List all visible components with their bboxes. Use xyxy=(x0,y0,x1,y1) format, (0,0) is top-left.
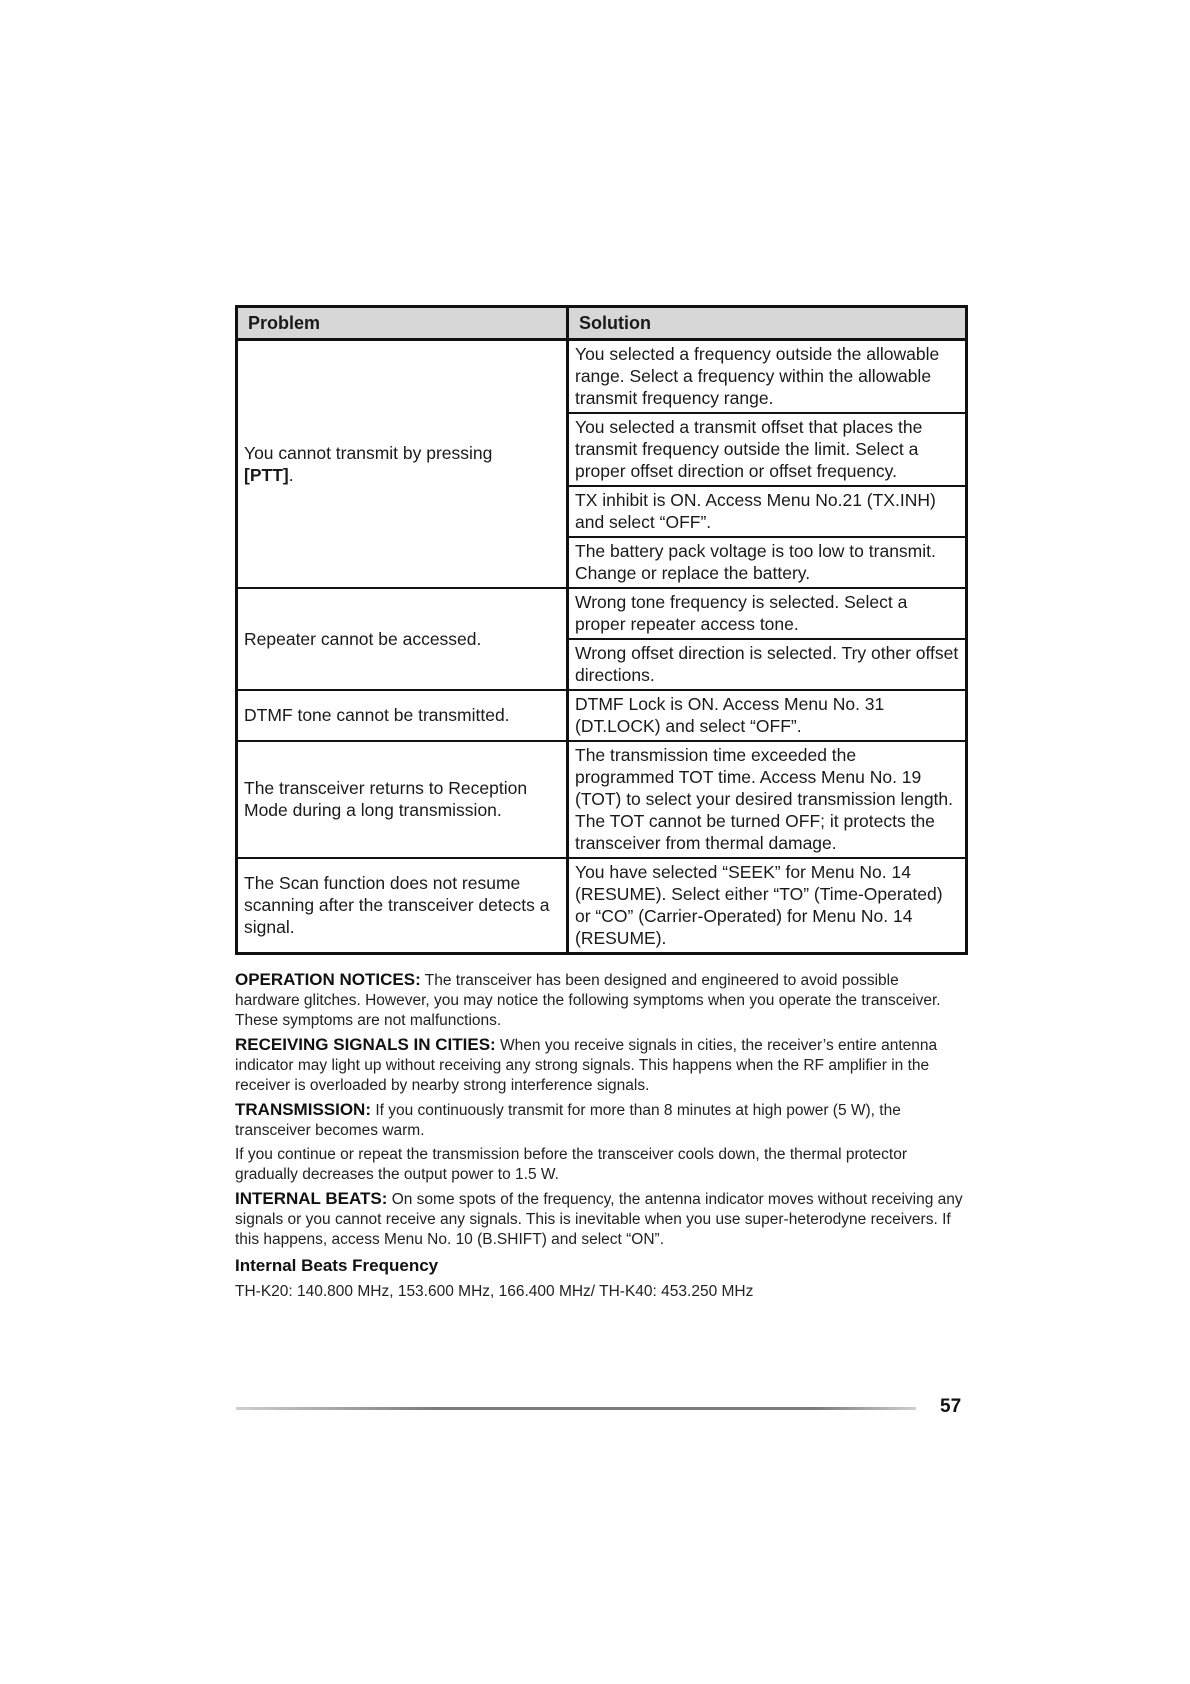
note-heading: INTERNAL BEATS: xyxy=(235,1189,388,1208)
footer-rule xyxy=(236,1407,916,1410)
note-body: If you continuously transmit for more than 8 minutes at high power (5 W), the transceiver becomes warm. xyxy=(235,1102,901,1139)
solution-cell: The transmission time exceeded the programmed TOT time. Access Menu No. 19 (TOT) to select your desired transmission length. The TOT cannot be turned OFF; it protects the transceiver from thermal damage. xyxy=(568,741,967,858)
beats-frequency-list: TH-K20: 140.800 MHz, 153.600 MHz, 166.400 MHz/ TH-K40: 453.250 MHz xyxy=(235,1283,754,1300)
note-heading: OPERATION NOTICES: xyxy=(235,970,421,989)
table-row xyxy=(237,690,967,741)
operation-notices xyxy=(235,970,965,1306)
table-row xyxy=(237,340,967,414)
note-transmission xyxy=(235,1100,965,1141)
note-heading: RECEIVING SIGNALS IN CITIES: xyxy=(235,1035,496,1054)
note-body: When you receive signals in cities, the receiver’s entire antenna indicator may light up without receiving any strong signals. This happens when the RF amplifier in the receiver is overloaded by nearby strong interference signals. xyxy=(235,1037,938,1094)
solution-cell: You selected a frequency outside the allowable range. Select a frequency within the allowable transmit frequency range. xyxy=(568,340,967,414)
table-row xyxy=(237,741,967,858)
note-operation xyxy=(235,970,965,1031)
solution-cell: Wrong offset direction is selected. Try other offset directions. xyxy=(568,639,967,690)
page-number: 57 xyxy=(940,1396,962,1417)
note-internal-beats xyxy=(235,1189,965,1250)
solution-cell: Wrong tone frequency is selected. Select a proper repeater access tone. xyxy=(568,588,967,639)
note-transmission-continued: If you continue or repeat the transmission before the transceiver cools down, the thermal protector gradually decreases the output power to 1.5 W. xyxy=(235,1146,908,1183)
troubleshooting-table xyxy=(235,305,968,955)
problem-cell xyxy=(237,340,568,589)
table-row xyxy=(237,588,967,639)
note-heading: TRANSMISSION: xyxy=(235,1100,371,1119)
header-problem: Problem xyxy=(237,307,568,340)
table-row xyxy=(237,858,967,954)
problem-cell: The transceiver returns to Reception Mode during a long transmission. xyxy=(237,741,568,858)
note-body: The transceiver has been designed and engineered to avoid possible hardware glitches. However, you may notice the following symptoms when you operate the transceiver. These symptoms are not malfunctions. xyxy=(235,972,941,1029)
problem-cell: DTMF tone cannot be transmitted. xyxy=(237,690,568,741)
note-body: On some spots of the frequency, the antenna indicator moves without receiving any signals or you cannot receive any signals. This is inevitable when you use super-heterodyne receivers. If this happens, access Menu No. 10 (B.SHIFT) and select “ON”. xyxy=(235,1191,963,1248)
beats-frequency-heading: Internal Beats Frequency xyxy=(235,1256,439,1275)
solution-cell: You selected a transmit offset that places the transmit frequency outside the limit. Select a proper offset direction or offset frequency. xyxy=(568,413,967,486)
solution-cell: The battery pack voltage is too low to transmit. Change or replace the battery. xyxy=(568,537,967,588)
solution-cell: DTMF Lock is ON. Access Menu No. 31 (DT.LOCK) and select “OFF”. xyxy=(568,690,967,741)
problem-cell: Repeater cannot be accessed. xyxy=(237,588,568,690)
header-solution: Solution xyxy=(568,307,967,340)
solution-cell: TX inhibit is ON. Access Menu No.21 (TX.INH) and select “OFF”. xyxy=(568,486,967,537)
note-cities xyxy=(235,1035,965,1096)
problem-cell: The Scan function does not resume scanning after the transceiver detects a signal. xyxy=(237,858,568,954)
problem-text: You cannot transmit by pressing xyxy=(244,442,493,463)
table-header-row xyxy=(237,307,967,340)
problem-suffix: . xyxy=(288,464,294,485)
ptt-key-label: [PTT] xyxy=(244,464,289,485)
solution-cell: You have selected “SEEK” for Menu No. 14 (RESUME). Select either “TO” (Time-Operated) or “CO” (Carrier-Operated) for Menu No. 14 (RESUME). xyxy=(568,858,967,954)
